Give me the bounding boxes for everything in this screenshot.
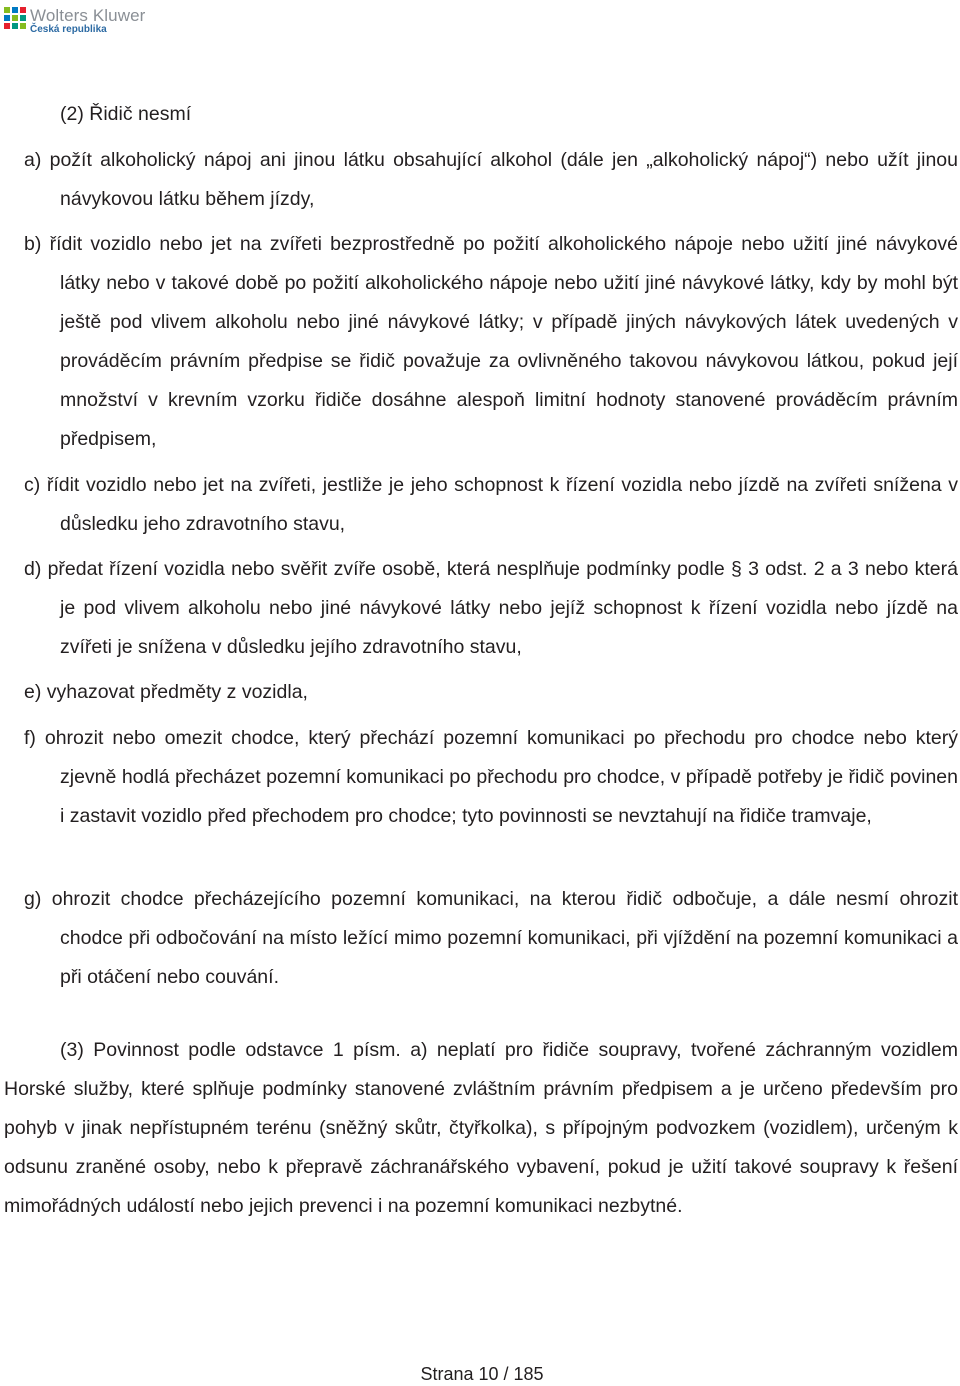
page-number: Strana 10 / 185 <box>420 1364 544 1384</box>
brand-name: Wolters Kluwer <box>30 6 146 25</box>
wolters-kluwer-logo-icon <box>4 7 26 29</box>
publisher-logo <box>4 4 145 36</box>
list-item-e: e) vyhazovat předměty z vozidla, <box>24 681 308 703</box>
list-item-b: b) řídit vozidlo nebo jet na zvířeti bezprostředně po požití alkoholického nápoje nebo užití jiné návykové látky nebo v takové době po požití alkoholického nápoje nebo užití jiné návykové látky, kdy by mohl být ještě pod vlivem alkoholu nebo jiné návykové látky; v případě jiných návykových látek uvedených v prováděcím právním předpise se řidič považuje za ovlivněného takovou návykovou látkou, pokud její množství v krevním vzorku řidiče dosáhne alespoň limitní hodnoty stanovené prováděcím právním předpisem, <box>24 233 958 450</box>
list-item-c: c) řídit vozidlo nebo jet na zvířeti, jestliže je jeho schopnost k řízení vozidla nebo jízdě na zvířeti snížena v důsledku jeho zdravotního stavu, <box>24 474 958 535</box>
list-item-f: f) ohrozit nebo omezit chodce, který přechází pozemní komunikaci po přechodu pro chodce nebo který zjevně hodlá přecházet pozemní komunikaci po přechodu pro chodce, v případě potřeby je řidič povinen i zastavit vozidlo před přechodem pro chodce; tyto povinnosti se nevztahují na řidiče tramvaje, <box>24 727 958 827</box>
list-item-d: d) předat řízení vozidla nebo svěřit zvíře osobě, která nesplňuje podmínky podle § 3 odst. 2 a 3 nebo která je pod vlivem alkoholu nebo jiné návykové látky nebo jejíž schopnost k řízení vozidla nebo jízdě na zvířeti je snížena v důsledku jejího zdravotního stavu, <box>24 558 958 658</box>
list-item-a: a) požít alkoholický nápoj ani jinou látku obsahující alkohol (dále jen „alkoholický nápoj“) nebo užít jinou návykovou látku během jízdy, <box>24 149 958 210</box>
section-3-paragraph: (3) Povinnost podle odstavce 1 písm. a) neplatí pro řidiče soupravy, tvořené záchranným vozidlem Horské služby, které splňuje podmínky stanovené zvláštním právním předpisem a je určeno především pro pohyb v jinak nepřístupném terénu (sněžný skůtr, čtyřkolka), s přípojným podvozkem (vozidlem), určeným k odsunu zraněné osoby, nebo k přepravě záchranářského vybavení, pokud je užití takové soupravy k řešení mimořádných událostí nebo jejich prevenci i na pozemní komunikaci nezbytné. <box>4 1039 958 1217</box>
section-2-title: (2) Řidič nesmí <box>60 103 192 125</box>
brand-subtitle: Česká republika <box>30 24 107 35</box>
list-item-g: g) ohrozit chodce přecházejícího pozemní komunikaci, na kterou řidič odbočuje, a dále nesmí ohrozit chodce při odbočování na místo ležící mimo pozemní komunikaci, při vjíždění na pozemní komunikaci a při otáčení nebo couvání. <box>24 888 958 988</box>
